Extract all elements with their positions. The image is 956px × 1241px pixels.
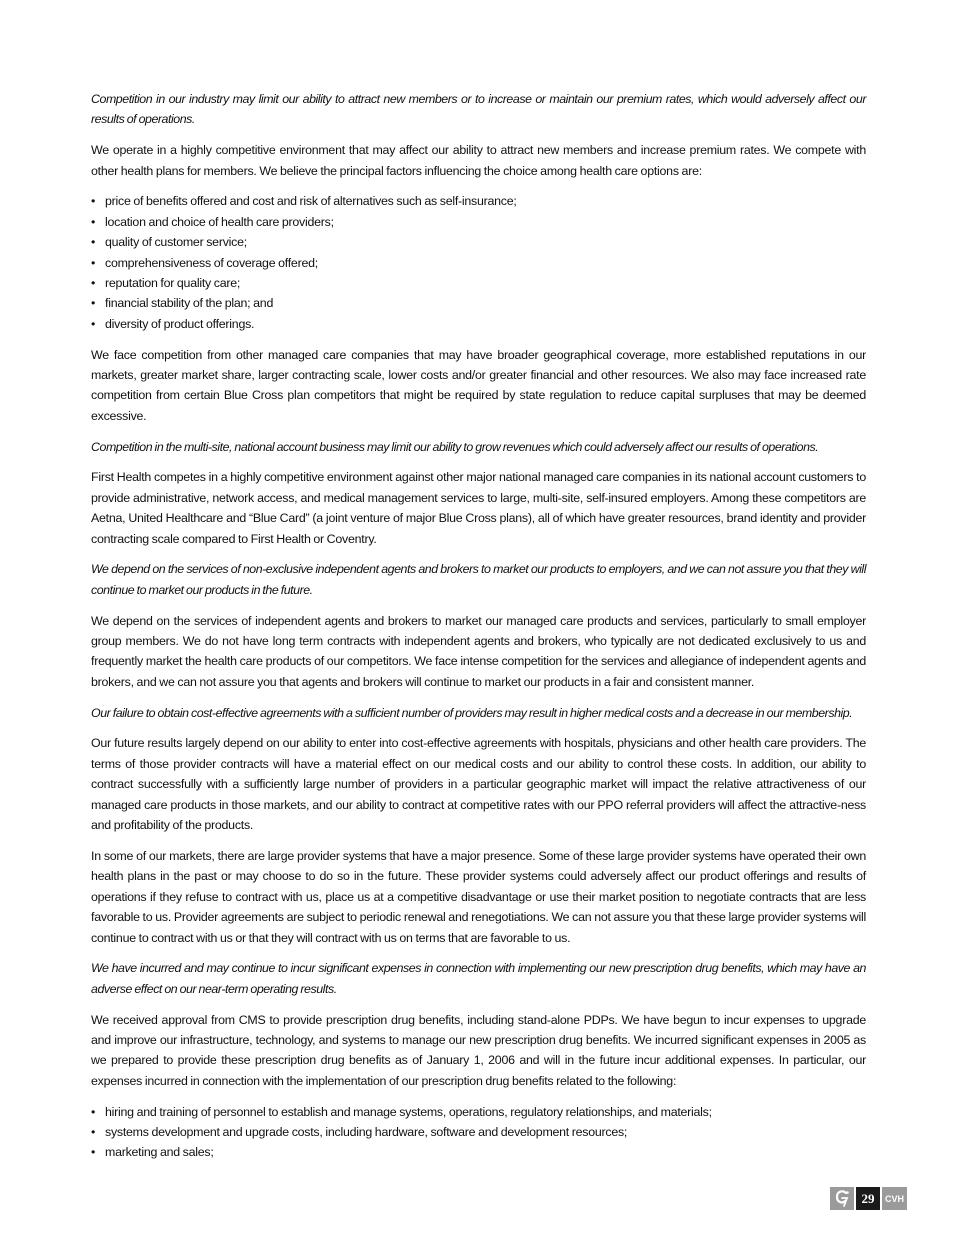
bullet-list (91, 1102, 866, 1163)
body-paragraph: We operate in a highly competitive environment that may affect our ability to attract new members and increase premium rates. We compete with other health plans for members. We believe the principal factors influencing the choice among health care options are: (91, 143, 866, 178)
coventry-logo-icon (830, 1187, 854, 1210)
bullet-icon: • (91, 316, 96, 331)
list-item (91, 293, 866, 313)
ticker-symbol: CVH (882, 1187, 907, 1210)
list-item-text: price of benefits offered and cost and risk of alternatives such as self-insurance; (105, 194, 517, 209)
list-item-text: marketing and sales; (105, 1145, 214, 1160)
bullet-list (91, 191, 866, 334)
section-heading: Our failure to obtain cost-effective agreements with a sufficient number of providers may result in higher medical costs and a decrease in our membership. (91, 705, 853, 720)
list-item-text: diversity of product offerings. (105, 316, 255, 331)
body-paragraph: We received approval from CMS to provide prescription drug benefits, including stand-alone PDPs. We have begun to incur expenses to upgrade and improve our infrastructure, technology, and systems to manage our new prescription drug benefits. We incurred significant expenses in 2005 as we prepared to provide these prescription drug benefits as of January 1, 2006 and will in the future incur additional expenses. In particular, our expenses incurred in connection with the implementation of our prescription drug benefits related to the following: (91, 1012, 866, 1088)
page-footer (830, 1187, 907, 1210)
list-item (91, 1142, 866, 1162)
document-body (91, 89, 866, 1173)
bullet-icon: • (91, 296, 96, 311)
list-item (91, 253, 866, 273)
body-paragraph: We face competition from other managed care companies that may have broader geographical coverage, more established reputations in our markets, greater market share, larger contracting scale, lower costs and/or greater financial and other resources. We also may face increased rate competition from certain Blue Cross plan competitors that might be required by state regulation to reduce capital surpluses that may be deemed excessive. (91, 347, 866, 423)
list-item (91, 1102, 866, 1122)
list-item (91, 191, 866, 211)
page-number: 29 (856, 1187, 880, 1210)
bullet-icon: • (91, 1124, 96, 1139)
list-item (91, 314, 866, 334)
bullet-icon: • (91, 194, 96, 209)
section-heading: Competition in the multi-site, national account business may limit our ability to grow revenues which could adversely affect our results of operations. (91, 439, 819, 454)
list-item (91, 1122, 866, 1142)
list-item-text: systems development and upgrade costs, including hardware, software and development resources; (105, 1124, 628, 1139)
bullet-icon: • (91, 1104, 96, 1119)
bullet-icon: • (91, 276, 96, 291)
bullet-icon: • (91, 1145, 96, 1160)
bullet-icon: • (91, 255, 96, 270)
list-item-text: financial stability of the plan; and (105, 296, 274, 311)
list-item-text: reputation for quality care; (105, 276, 241, 291)
list-item-text: location and choice of health care providers; (105, 214, 334, 229)
list-item-text: comprehensiveness of coverage offered; (105, 255, 318, 270)
list-item (91, 273, 866, 293)
body-paragraph: We depend on the services of independent agents and brokers to market our managed care products and services, particularly to small employer group members. We do not have long term contracts with independent agents and brokers, who typically are not dedicated exclusively to us and frequently market the health care products of our competitors. We face intense competition for the services and allegiance of independent agents and brokers, and we can not assure you that agents and brokers will continue to market our products in a fair and consistent manner. (91, 613, 866, 689)
section-heading: We depend on the services of non-exclusive independent agents and brokers to market our products to employers, and we can not assure you that they will continue to market our products in the future. (91, 562, 866, 597)
body-paragraph: First Health competes in a highly competitive environment against other major national managed care companies in its national account customers to provide administrative, network access, and medical management services to large, multi-site, self-insured employers. Among these competitors are Aetna, United Healthcare and “Blue Card” (a joint venture of major Blue Cross plans), all of which have greater resources, brand identity and provider contracting scale compared to First Health or Coventry. (91, 470, 866, 546)
section-heading: We have incurred and may continue to incur significant expenses in connection with implementing our new prescription drug benefits, which may have an adverse effect on our near-term operating results. (91, 961, 866, 996)
list-item (91, 212, 866, 232)
list-item (91, 232, 866, 252)
section-heading: Competition in our industry may limit our ability to attract new members or to increase or maintain our premium rates, which would adversely affect our results of operations. (91, 92, 866, 127)
body-paragraph: Our future results largely depend on our ability to enter into cost-effective agreements with hospitals, physicians and other health care providers. The terms of those provider contracts will have a material effect on our medical costs and our ability to control these costs. In addition, our ability to contract successfully with a sufficiently large number of providers in a particular geographic market will impact the relative attractiveness of our managed care products in those markets, and our ability to contract at competitive rates with our PPO referral providers will affect the attractive-ness and profitability of the products. (91, 736, 866, 833)
body-paragraph: In some of our markets, there are large provider systems that have a major presence. Some of these large provider systems have operated their own health plans in the past or may choose to do so in the future. These provider systems could adversely affect our product offerings and results of operations if they refuse to contract with us, place us at a competitive disadvantage or use their market position to negotiate contracts that are less favorable to us. Provider agreements are subject to periodic renewal and renegotiations. We can not assure you that these large provider systems will continue to contract with us or that they will contract with us on terms that are favorable to us. (91, 848, 866, 945)
bullet-icon: • (91, 214, 96, 229)
list-item-text: quality of customer service; (105, 235, 247, 250)
bullet-icon: • (91, 235, 96, 250)
list-item-text: hiring and training of personnel to establish and manage systems, operations, regulatory relationships, and materials; (105, 1104, 712, 1119)
